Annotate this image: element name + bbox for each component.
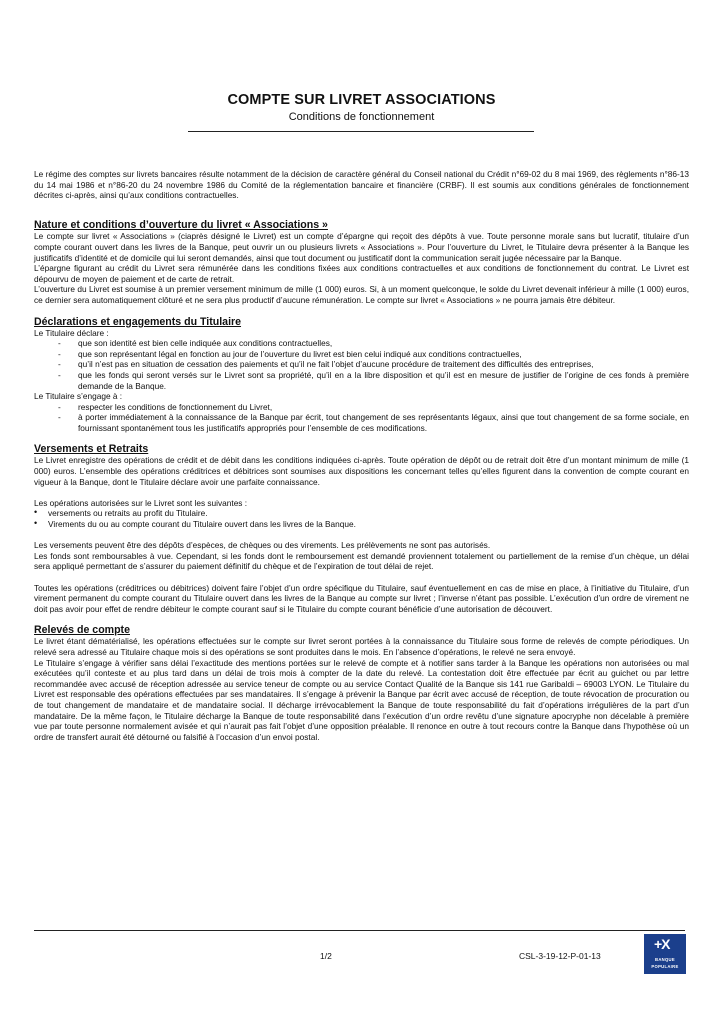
declare-list: [34, 338, 689, 391]
section-nature-paragraph-3: L’ouverture du Livret est soumise à un premier versement minimum de mille (1 000) euros. Si, à un moment quelconque, le solde du Livret devenait inférieur à mille (1 000) euros, ce dernier sera automatiquement clôturé et ne sera plus productif d’aucune rémunération. Le compte sur livret « Associations » ne pourra jamais être débiteur.: [34, 284, 689, 305]
dash-marker: -: [58, 348, 61, 359]
banque-populaire-logo: [644, 934, 686, 974]
page-subtitle: Conditions de fonctionnement: [288, 111, 435, 123]
footer-divider: [34, 930, 685, 931]
logo-mark-icon: +X: [654, 936, 670, 952]
dash-marker: -: [58, 412, 61, 423]
section-nature-paragraph-2: L’épargne figurant au crédit du Livret sera rémunérée dans les conditions fixées aux conditions contractuelles et aux conditions de fonctionnement du contrat. Le Livret est dépourvu de moyen de paiement et de carte de retrait.: [34, 263, 689, 284]
section-releves-paragraph-2: Le Titulaire s’engage à vérifier sans délai l’exactitude des mentions portées sur le relevé de compte et à notifier sans tarder à la Banque les opérations non autorisées ou mal exécutées qu’il conteste et au plus tard dans un délai de trois mois à compter de la date du relevé. La contestation doit être effectuée par écrit au guichet ou par lettre recommandée avec accusé de réception adressée au service teneur de compte ou au service Contact Qualité de la Banque sis 141 rue Garibaldi – 69003 LYON. Le Titulaire du Livret est responsable des opérations effectuées par ses mandataires. Il s’engage à prévenir la Banque par écrit avec accusé de réception, de toute révocation de procuration ou de tout changement de mandataire et de mandataire social. Il décharge irrévocablement la Banque de toute responsabilité du fait d’opérations irrégulières de la part d’un mandataire. De la même façon, le Titulaire décharge la Banque de toute responsabilité dans l’exécution d’un ordre revêtu d’une signature apocryphe non décelable à première vue par toute personne normalement avisée et qui n’aurait pas fait l’objet d’une opposition préalable. Il renonce en outre à tout recours contre la Banque dans l’hypothèse où un ordre de transfert aurait été détourné ou falsifié à l’occasion d’un envoi postal.: [34, 657, 689, 742]
section-versements-paragraph-2: Les versements peuvent être des dépôts d’espèces, de chèques ou des virements. Les prélèvements ne sont pas autorisés.: [34, 540, 491, 551]
engage-intro: Le Titulaire s’engage à :: [34, 391, 123, 402]
intro-paragraph: Le régime des comptes sur livrets bancaires résulte notamment de la décision de caractère général du Conseil national du Crédit n°69-02 du 8 mai 1969, des règlements n°86-13 du 14 mai 1986 et n°86-20 du 24 novembre 1986 du Comité de la réglementation bancaire et financière (CRBF). Il est soumis aux conditions générales de fonctionnement décrites ci-après, ainsi qu’aux conditions contractuelles.: [34, 169, 689, 201]
bullet-marker: •: [34, 507, 38, 518]
list-item: - que son identité est bien celle indiquée aux conditions contractuelles,: [58, 338, 333, 349]
engage-list: [34, 402, 689, 434]
section-nature-paragraph-1: Le compte sur livret « Associations » (ciaprès désigné le Livret) est un compte d’épargne qui reçoit des dépôts à vue. Toute personne morale sans but lucratif, titulaire d’un compte courant ouvert dans les livres de la Banque, peut ouvrir un ou plusieurs livrets « Associations ». Pour l’ouverture du Livret, le Titulaire devra présenter à la Banque les justificatifs d’identité et de domicile qui lui seront demandés, ainsi que tout document ou justificatif dont la communication serait jugée nécessaire par la Banque.: [34, 231, 689, 263]
page-number: 1/2: [320, 951, 332, 961]
list-item: - que les fonds qui seront versés sur le Livret sont sa propriété, qu’il en a la libre disposition et qu’il est en mesure de justifier de l’origine de ces fonds à première demande de la Banque.: [58, 369, 689, 391]
page-title: COMPTE SUR LIVRET ASSOCIATIONS: [227, 92, 496, 108]
list-item: - à porter immédiatement à la connaissance de la Banque par écrit, tout changement de ses représentants légaux, ainsi que tout changement de sa forme sociale, en fournissant spontanément tous les justificatifs appropriés pour l’ensemble de ces modifications.: [58, 412, 689, 433]
logo-text-line1: BANQUE: [655, 957, 675, 962]
section-versements-paragraph-4: Toutes les opérations (créditrices ou débitrices) doivent faire l’objet d’un ordre spécifique du Titulaire, sauf éventuellement en cas de mise en place, à l’initiative du Titulaire, d’un virement permanent du compte courant du Titulaire ouvert dans les livres de la Banque au compte sur livret ; l’inverse n’étant pas possible. L’exécution d’un ordre de virement ne doit pas avoir pour effet de rendre débiteur le compte courant sauf si le Titulaire du compte courant bénéficie d’une autorisation de découvert.: [34, 582, 689, 614]
dash-marker: -: [58, 359, 61, 370]
title-divider: [188, 131, 534, 132]
document-body: [34, 169, 689, 742]
dash-marker: -: [58, 401, 61, 412]
bullet-marker: •: [34, 518, 38, 529]
list-item: - que son représentant légal en fonction au jour de l’ouverture du livret est bien celui indiqué aux conditions contractuelles,: [58, 348, 522, 359]
document-reference: CSL-3-19-12-P-01-13: [519, 951, 601, 961]
section-releves-paragraph-1: Le livret étant dématérialisé, les opérations effectuées sur le compte sur livret seront portées à la connaissance du Titulaire sous forme de relevés de compte périodiques. Un relevé sera adressé au Titulaire chaque mois si des opérations se sont produites dans le mois. En l’absence d’opérations, le relevé ne sera envoyé.: [34, 636, 689, 657]
section-heading-versements: Versements et Retraits: [34, 443, 149, 456]
section-versements-paragraph-1: Le Livret enregistre des opérations de crédit et de débit dans les conditions indiquées ci-après. Toute opération de dépôt ou de retrait doit être d’un montant minimum de mille (1 000) euros. L’ensemble des opérations créditrices et débitrices sont soumises aux dispositions les concernant telles qu’elles figurent dans la convention de compte courant en vigueur à la Banque, dont le Titulaire déclare avoir une parfaite connaissance.: [34, 455, 689, 487]
logo-text-line2: POPULAIRE: [651, 964, 679, 969]
list-item: • Virements du ou au compte courant du Titulaire ouvert dans les livres de la Banque.: [34, 518, 356, 530]
operations-list: [34, 508, 689, 529]
operations-intro: Les opérations autorisées sur le Livret sont les suivantes :: [34, 497, 248, 508]
section-heading-declarations: Déclarations et engagements du Titulaire: [34, 315, 242, 328]
list-item: - respecter les conditions de fonctionnement du Livret,: [58, 401, 273, 412]
list-item: • versements ou retraits au profit du Titulaire.: [34, 507, 208, 519]
dash-marker: -: [58, 338, 61, 349]
dash-marker: -: [58, 369, 61, 380]
list-item: - qu’il n’est pas en situation de cessation des paiements et qu’il ne fait l’objet d’aucune procédure de traitement des difficultés des entreprises,: [58, 359, 594, 370]
declare-intro: Le Titulaire déclare :: [34, 327, 109, 338]
section-heading-releves: Relevés de compte: [34, 624, 130, 637]
section-versements-paragraph-3: Les fonds sont remboursables à vue. Cependant, si les fonds dont le remboursement est demandé proviennent totalement ou partiellement de la remise d’un chèque, un délai sera appliqué permettant de s’assurer du paiement définitif du chèque et de l’expiration de tout délai de rejet.: [34, 550, 689, 572]
section-heading-nature: Nature et conditions d’ouverture du livret « Associations »: [34, 219, 328, 232]
